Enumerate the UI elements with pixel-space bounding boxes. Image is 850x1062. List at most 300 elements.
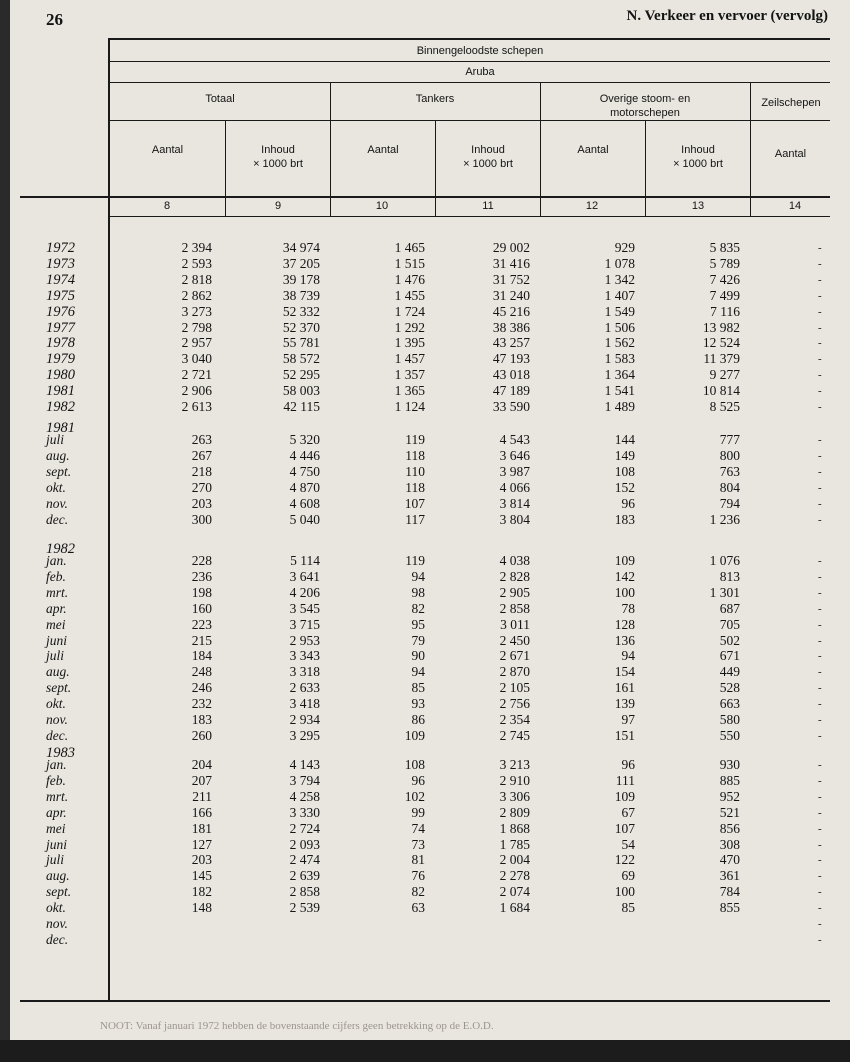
table-cell: 110 xyxy=(405,463,425,479)
table-cell: 33 590 xyxy=(492,399,530,414)
table-cell: 93 xyxy=(411,696,425,712)
row-label: aug. xyxy=(46,447,70,463)
table-cell: 929 xyxy=(614,240,635,255)
table-cell: 2 633 xyxy=(289,680,320,696)
header-overige-line2: motorschepen xyxy=(610,107,680,119)
table-cell: 2 957 xyxy=(181,335,212,351)
table-cell: 4 258 xyxy=(289,788,320,804)
table-cell: 1 549 xyxy=(604,303,635,319)
column-number: 11 xyxy=(482,200,494,212)
table-cell: 1 515 xyxy=(394,255,425,271)
table-cell-dash: - xyxy=(818,289,822,302)
table-cell: 31 752 xyxy=(492,271,530,287)
row-label-year: 1977 xyxy=(46,319,75,336)
table-cell: 267 xyxy=(191,447,212,463)
table-cell-dash: - xyxy=(818,714,822,726)
table-cell-dash: - xyxy=(818,618,822,631)
table-cell: 96 xyxy=(411,772,425,788)
table-cell: 1 455 xyxy=(394,287,425,303)
table-cell: 31 416 xyxy=(492,255,530,271)
table-cell: 1 465 xyxy=(394,240,425,255)
table-cell: 79 xyxy=(411,632,425,648)
row-label-year: 1979 xyxy=(46,351,75,368)
table-cell: 1 124 xyxy=(394,399,425,414)
table-cell: 81 xyxy=(411,852,425,868)
table-cell: 1 301 xyxy=(709,584,740,600)
table-cell: 161 xyxy=(614,680,635,696)
table-cell: 52 370 xyxy=(282,319,320,335)
table-cell-dash: - xyxy=(818,481,822,494)
table-cell: 34 974 xyxy=(282,240,320,255)
table-cell: 52 295 xyxy=(282,367,320,383)
table-cell: 2 828 xyxy=(499,568,530,584)
header-tankers: Tankers xyxy=(415,93,455,105)
table-cell: 118 xyxy=(405,447,425,463)
table-cell: 207 xyxy=(191,772,212,788)
table-cell-dash: - xyxy=(818,634,822,647)
table-cell-dash: - xyxy=(818,497,822,510)
table-cell: 96 xyxy=(621,757,635,772)
table-cell-dash: - xyxy=(818,790,822,803)
table-cell-dash: - xyxy=(818,401,822,413)
table-cell: 58 003 xyxy=(282,383,320,399)
table-cell: 7 116 xyxy=(710,303,740,319)
table-cell: 58 572 xyxy=(282,351,320,367)
table-cell: 183 xyxy=(614,511,635,527)
table-cell: 109 xyxy=(614,553,635,568)
column-number: 14 xyxy=(788,200,802,212)
table-cell: 3 804 xyxy=(499,511,530,527)
table-cell: 102 xyxy=(404,788,425,804)
table-cell-dash: - xyxy=(818,465,822,478)
subheader-aantal: Aantal xyxy=(151,144,184,156)
table-cell: 2 905 xyxy=(499,584,530,600)
table-cell-dash: - xyxy=(818,806,822,819)
table-cell: 4 066 xyxy=(499,479,530,495)
table-cell: 86 xyxy=(411,712,425,727)
table-cell: 82 xyxy=(411,884,425,900)
row-label: nov. xyxy=(46,495,68,511)
table-cell: 663 xyxy=(719,696,740,712)
table-cell: 1 724 xyxy=(394,303,425,319)
table-cell: 54 xyxy=(621,836,635,852)
row-label: dec. xyxy=(46,931,69,947)
table-cell: 2 093 xyxy=(289,836,320,852)
row-label-year: 1972 xyxy=(46,240,75,256)
table-cell: 3 273 xyxy=(181,303,212,319)
table-cell: 800 xyxy=(719,447,740,463)
table-cell: 2 278 xyxy=(499,868,530,884)
table-cell: 117 xyxy=(405,511,425,527)
table-cell-dash: - xyxy=(818,369,822,382)
table-cell-dash: - xyxy=(818,838,822,851)
table-cell: 687 xyxy=(719,600,740,616)
row-label-year: 1982 xyxy=(46,399,75,415)
table-cell: 85 xyxy=(621,900,635,916)
table-cell: 2 004 xyxy=(499,852,530,868)
table-cell: 528 xyxy=(719,680,740,696)
row-label-year: 1976 xyxy=(46,303,75,320)
table-cell: 2 394 xyxy=(181,240,212,255)
table-cell: 109 xyxy=(404,727,425,743)
table-cell: 470 xyxy=(719,852,740,868)
table-cell: 502 xyxy=(719,632,740,648)
table-cell: 4 206 xyxy=(289,584,320,600)
table-cell: 1 292 xyxy=(394,319,425,335)
subheader-inhoud xyxy=(646,143,750,171)
table-cell-dash: - xyxy=(818,555,822,567)
table-cell: 94 xyxy=(411,664,425,680)
row-label: okt. xyxy=(46,479,66,495)
table-cell-dash: - xyxy=(818,933,822,946)
table-cell: 4 750 xyxy=(289,463,320,479)
row-label: juli xyxy=(46,852,65,868)
table-cell: 144 xyxy=(614,432,635,447)
table-cell: 78 xyxy=(621,600,635,616)
table-cell: 182 xyxy=(191,884,212,900)
table-cell: 9 277 xyxy=(709,367,740,383)
row-label: mrt. xyxy=(46,788,69,804)
table-cell: 1 076 xyxy=(709,553,740,568)
table-cell: 100 xyxy=(614,584,635,600)
column-number: 8 xyxy=(163,200,171,212)
table-cell: 777 xyxy=(719,432,740,447)
table-cell: 232 xyxy=(191,696,212,712)
table-cell: 5 114 xyxy=(290,553,320,568)
table-cell: 111 xyxy=(615,772,635,788)
table-cell: 2 105 xyxy=(499,680,530,696)
table-cell: 2 639 xyxy=(289,868,320,884)
table-cell: 550 xyxy=(719,727,740,743)
table-cell: 3 418 xyxy=(289,696,320,712)
table-cell: 8 525 xyxy=(709,399,740,414)
row-label: okt. xyxy=(46,900,66,916)
row-label: okt. xyxy=(46,696,66,712)
row-label: sept. xyxy=(46,680,72,696)
table-cell-dash: - xyxy=(818,666,822,679)
table-cell: 76 xyxy=(411,868,425,884)
table-cell: 2 818 xyxy=(181,271,212,287)
table-cell: 94 xyxy=(411,568,425,584)
row-label: aug. xyxy=(46,664,70,680)
table-cell: 1 476 xyxy=(394,271,425,287)
table-cell-dash: - xyxy=(818,918,822,930)
block-year-heading: 1981 xyxy=(46,420,75,436)
header-aruba: Aruba xyxy=(465,66,495,78)
table-cell: 2 862 xyxy=(181,287,212,303)
table-cell: 184 xyxy=(191,648,212,664)
table-cell: 152 xyxy=(614,479,635,495)
table-cell-dash: - xyxy=(818,902,822,915)
table-cell: 1 395 xyxy=(394,335,425,351)
table-cell: 4 870 xyxy=(289,479,320,495)
row-label: jan. xyxy=(46,757,67,772)
table-cell-dash: - xyxy=(818,822,822,835)
table-cell: 11 379 xyxy=(703,351,740,367)
table-cell-dash: - xyxy=(818,337,822,350)
table-cell: 98 xyxy=(411,584,425,600)
table-cell: 2 613 xyxy=(181,399,212,414)
table-cell: 1 357 xyxy=(394,367,425,383)
stub-divider xyxy=(108,38,110,1000)
table-cell: 671 xyxy=(719,648,740,664)
table-cell-dash: - xyxy=(818,729,822,742)
table-cell: 4 608 xyxy=(289,495,320,511)
table-cell: 4 446 xyxy=(289,447,320,463)
table-cell: 151 xyxy=(614,727,635,743)
table-cell: 228 xyxy=(191,553,212,568)
block-year-heading: 1982 xyxy=(46,541,75,557)
table-cell: 7 426 xyxy=(709,271,740,287)
table-cell: 128 xyxy=(614,616,635,632)
table-cell: 2 474 xyxy=(289,852,320,868)
table-cell: 246 xyxy=(191,680,212,696)
table-cell: 1 457 xyxy=(394,351,425,367)
table-cell: 5 320 xyxy=(289,432,320,447)
header-rule-1 xyxy=(108,61,830,62)
table-cell: 148 xyxy=(191,900,212,916)
row-label: mrt. xyxy=(46,584,69,600)
row-label: apr. xyxy=(46,804,67,820)
table-cell: 2 756 xyxy=(499,696,530,712)
table-cell: 73 xyxy=(411,836,425,852)
table-cell: 3 545 xyxy=(289,600,320,616)
table-cell: 3 213 xyxy=(499,757,530,772)
table-cell: 85 xyxy=(411,680,425,696)
table-cell: 2 539 xyxy=(289,900,320,916)
table-cell: 300 xyxy=(191,511,212,527)
table-cell: 855 xyxy=(719,900,740,916)
row-label: juli xyxy=(46,648,65,664)
table-cell-dash: - xyxy=(818,759,822,771)
row-label: dec. xyxy=(46,511,69,527)
page-spine-shadow xyxy=(0,0,10,1062)
subheader-aantal: Aantal xyxy=(774,148,807,160)
table-cell: 3 814 xyxy=(499,495,530,511)
table-cell-dash: - xyxy=(818,650,822,663)
table-cell: 1 236 xyxy=(709,511,740,527)
table-cell: 856 xyxy=(719,820,740,836)
table-cell: 203 xyxy=(191,852,212,868)
table-cell: 2 906 xyxy=(181,383,212,399)
table-cell: 3 011 xyxy=(500,616,530,632)
table-cell: 215 xyxy=(191,632,212,648)
table-cell-dash: - xyxy=(818,513,822,526)
row-label-year: 1975 xyxy=(46,287,75,304)
row-label: juni xyxy=(46,632,68,648)
table-cell: 96 xyxy=(621,495,635,511)
table-top-rule xyxy=(108,38,830,40)
table-cell: 122 xyxy=(614,852,635,868)
table-cell: 118 xyxy=(405,479,425,495)
table-cell: 90 xyxy=(411,648,425,664)
table-cell: 308 xyxy=(719,836,740,852)
table-cell: 1 407 xyxy=(604,287,635,303)
table-cell: 42 115 xyxy=(283,399,320,414)
table-cell-dash: - xyxy=(818,273,822,286)
table-cell: 5 835 xyxy=(709,240,740,255)
table-cell-dash: - xyxy=(818,305,822,318)
table-cell: 10 814 xyxy=(702,383,740,399)
table-cell: 784 xyxy=(719,884,740,900)
table-bottom-rule xyxy=(20,1000,830,1002)
table-cell: 95 xyxy=(411,616,425,632)
table-cell: 804 xyxy=(719,479,740,495)
footnote: NOOT: Vanaf januari 1972 hebben de bovenstaande cijfers geen betrekking op de E.O.D. xyxy=(100,1020,494,1032)
header-binnengeloodste: Binnengeloodste schepen xyxy=(416,45,544,57)
table-cell: 136 xyxy=(614,632,635,648)
row-label: jan. xyxy=(46,553,67,568)
subheader-inhoud-line2: × 1000 brt xyxy=(463,158,513,170)
table-cell-dash: - xyxy=(818,682,822,695)
table-cell-dash: - xyxy=(818,353,822,366)
table-cell-dash: - xyxy=(818,854,822,867)
table-cell: 2 870 xyxy=(499,664,530,680)
table-cell: 236 xyxy=(191,568,212,584)
table-cell: 2 809 xyxy=(499,804,530,820)
table-cell: 13 982 xyxy=(702,319,740,335)
table-cell: 794 xyxy=(719,495,740,511)
table-cell: 47 189 xyxy=(492,383,530,399)
table-cell: 2 858 xyxy=(499,600,530,616)
table-cell: 63 xyxy=(411,900,425,916)
block-year-heading: 1983 xyxy=(46,745,75,761)
table-cell: 100 xyxy=(614,884,635,900)
table-cell-dash: - xyxy=(818,586,822,599)
table-cell: 361 xyxy=(719,868,740,884)
table-cell: 1 342 xyxy=(604,271,635,287)
table-cell: 145 xyxy=(191,868,212,884)
table-cell-dash: - xyxy=(818,602,822,615)
table-cell: 154 xyxy=(614,664,635,680)
table-cell: 4 038 xyxy=(499,553,530,568)
table-cell: 1 684 xyxy=(499,900,530,916)
table-cell: 31 240 xyxy=(492,287,530,303)
table-cell: 198 xyxy=(191,584,212,600)
row-label: feb. xyxy=(46,772,66,788)
table-cell: 885 xyxy=(719,772,740,788)
table-cell: 3 343 xyxy=(289,648,320,664)
table-cell: 1 541 xyxy=(604,383,635,399)
table-cell: 2 354 xyxy=(499,712,530,727)
subheader-inhoud-line1: Inhoud xyxy=(471,144,505,156)
table-cell: 4 543 xyxy=(499,432,530,447)
running-head: N. Verkeer en vervoer (vervolg) xyxy=(626,8,828,24)
subheader-inhoud-line1: Inhoud xyxy=(681,144,715,156)
table-cell: 69 xyxy=(621,868,635,884)
table-cell: 108 xyxy=(404,757,425,772)
table-cell: 2 671 xyxy=(499,648,530,664)
page-bottom-shadow xyxy=(0,1040,850,1062)
header-rule-2 xyxy=(108,82,830,83)
subheader-inhoud xyxy=(436,143,540,171)
table-cell: 270 xyxy=(191,479,212,495)
table-cell: 108 xyxy=(614,463,635,479)
table-cell: 7 499 xyxy=(709,287,740,303)
table-cell: 263 xyxy=(191,432,212,447)
table-cell: 211 xyxy=(192,788,212,804)
table-cell: 12 524 xyxy=(702,335,740,351)
table-cell: 29 002 xyxy=(492,240,530,255)
table-cell: 109 xyxy=(614,788,635,804)
table-cell: 107 xyxy=(404,495,425,511)
table-cell-dash: - xyxy=(818,774,822,787)
row-label-year: 1974 xyxy=(46,271,75,288)
table-cell: 107 xyxy=(614,820,635,836)
column-number: 9 xyxy=(274,200,282,212)
table-cell: 3 318 xyxy=(289,664,320,680)
table-cell: 43 257 xyxy=(492,335,530,351)
column-number: 12 xyxy=(585,200,599,212)
table-cell: 2 721 xyxy=(181,367,212,383)
table-cell: 45 216 xyxy=(492,303,530,319)
table-cell: 1 868 xyxy=(499,820,530,836)
table-cell: 43 018 xyxy=(492,367,530,383)
table-cell: 142 xyxy=(614,568,635,584)
table-cell: 813 xyxy=(719,568,740,584)
table-cell-dash: - xyxy=(818,886,822,899)
subheader-inhoud-line2: × 1000 brt xyxy=(673,158,723,170)
table-cell: 37 205 xyxy=(282,255,320,271)
row-label: nov. xyxy=(46,916,68,931)
table-cell-dash: - xyxy=(818,385,822,398)
row-label: mei xyxy=(46,820,66,836)
table-cell: 94 xyxy=(621,648,635,664)
table-cell: 3 987 xyxy=(499,463,530,479)
row-label: sept. xyxy=(46,884,72,900)
table-cell: 204 xyxy=(191,757,212,772)
table-cell: 3 040 xyxy=(181,351,212,367)
table-cell: 39 178 xyxy=(282,271,320,287)
subheader-inhoud-line2: × 1000 brt xyxy=(253,158,303,170)
table-cell: 2 934 xyxy=(289,712,320,727)
table-cell: 3 295 xyxy=(289,727,320,743)
table-cell: 3 641 xyxy=(289,568,320,584)
table-cell: 2 745 xyxy=(499,727,530,743)
table-cell: 3 330 xyxy=(289,804,320,820)
row-label: juli xyxy=(46,432,65,447)
table-cell: 2 798 xyxy=(181,319,212,335)
table-cell: 2 450 xyxy=(499,632,530,648)
subheader-aantal: Aantal xyxy=(577,144,609,156)
table-cell: 521 xyxy=(719,804,740,820)
table-cell: 2 724 xyxy=(289,820,320,836)
table-cell: 2 074 xyxy=(499,884,530,900)
page-number: 26 xyxy=(46,10,63,29)
header-rule-3 xyxy=(108,120,830,121)
row-label: apr. xyxy=(46,600,67,616)
table-cell: 2 858 xyxy=(289,884,320,900)
row-label: feb. xyxy=(46,568,66,584)
row-label: sept. xyxy=(46,463,72,479)
table-cell: 218 xyxy=(191,463,212,479)
row-label: nov. xyxy=(46,712,68,727)
table-cell: 139 xyxy=(614,696,635,712)
table-cell: 930 xyxy=(719,757,740,772)
table-cell: 99 xyxy=(411,804,425,820)
table-cell: 82 xyxy=(411,600,425,616)
table-cell-dash: - xyxy=(818,321,822,334)
subheader-aantal: Aantal xyxy=(367,144,399,156)
table-cell-dash: - xyxy=(818,257,822,270)
table-cell: 5 040 xyxy=(289,511,320,527)
table-cell: 1 078 xyxy=(604,255,635,271)
table-cell: 1 489 xyxy=(604,399,635,414)
table-cell: 1 506 xyxy=(604,319,635,335)
row-label: juni xyxy=(46,836,68,852)
table-cell: 183 xyxy=(191,712,212,727)
table-cell: 248 xyxy=(191,664,212,680)
